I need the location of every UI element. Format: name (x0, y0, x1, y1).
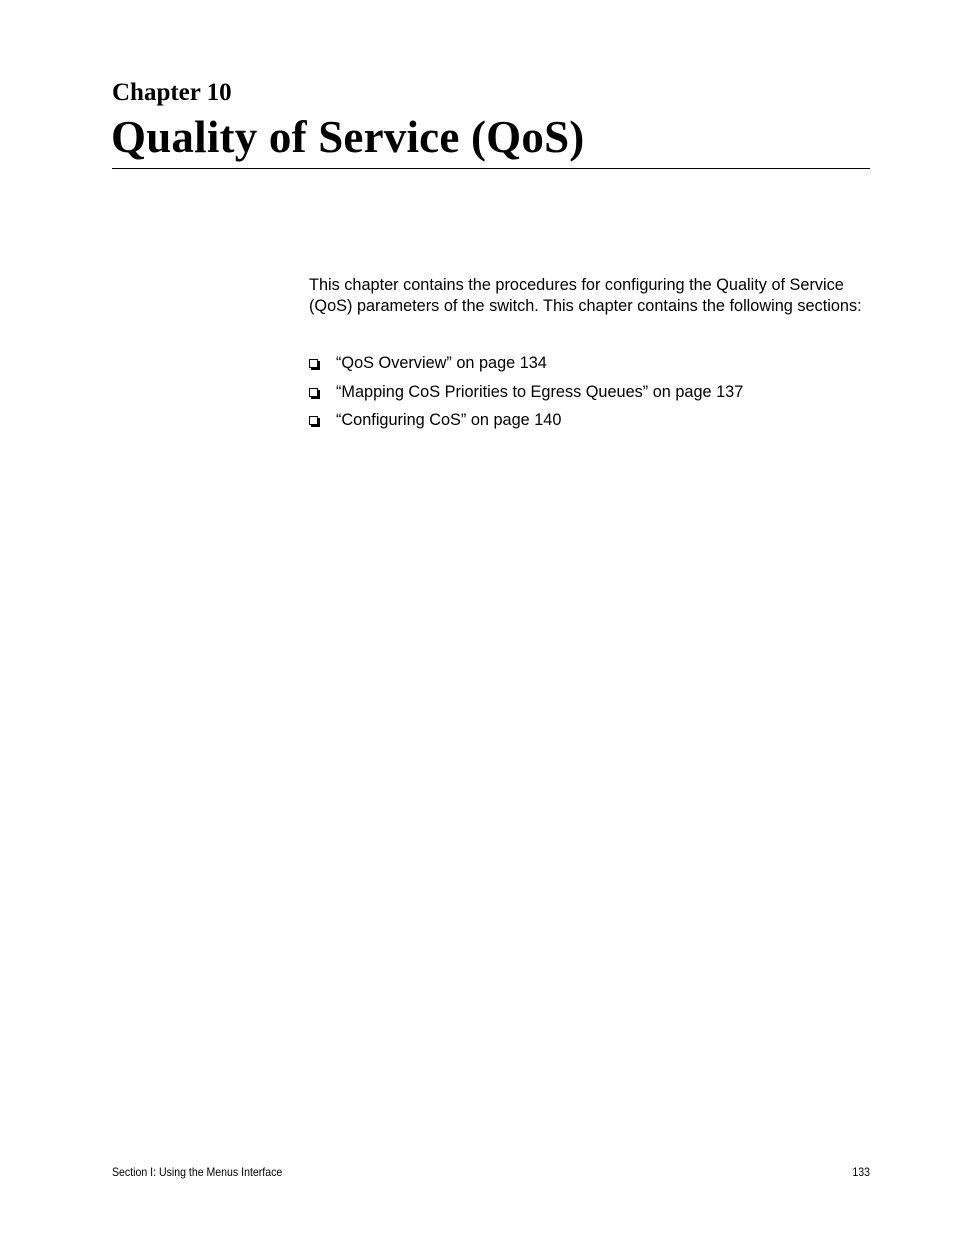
checkbox-bullet-icon (309, 388, 318, 397)
section-link-mapping-cos[interactable]: “Mapping CoS Priorities to Egress Queues” on page 137 (336, 382, 744, 401)
footer-page-number: 133 (852, 1165, 870, 1179)
footer-section-label: Section I: Using the Menus Interface (112, 1165, 283, 1179)
intro-paragraph: This chapter contains the procedures for configuring the Quality of Service (QoS) parameters of the switch. This chapter contains the following sections: (309, 276, 862, 315)
section-list (309, 352, 874, 438)
list-item (309, 352, 874, 381)
title-divider (112, 168, 870, 169)
section-link-configuring-cos[interactable]: “Configuring CoS” on page 140 (336, 411, 562, 429)
section-link-qos-overview[interactable]: “QoS Overview” on page 134 (336, 354, 547, 372)
checkbox-bullet-icon (309, 359, 318, 368)
list-item (309, 381, 874, 410)
chapter-label: Chapter 10 (112, 79, 232, 106)
list-item (309, 409, 874, 438)
checkbox-bullet-icon (309, 416, 318, 425)
chapter-title: Quality of Service (QoS) (111, 112, 585, 162)
